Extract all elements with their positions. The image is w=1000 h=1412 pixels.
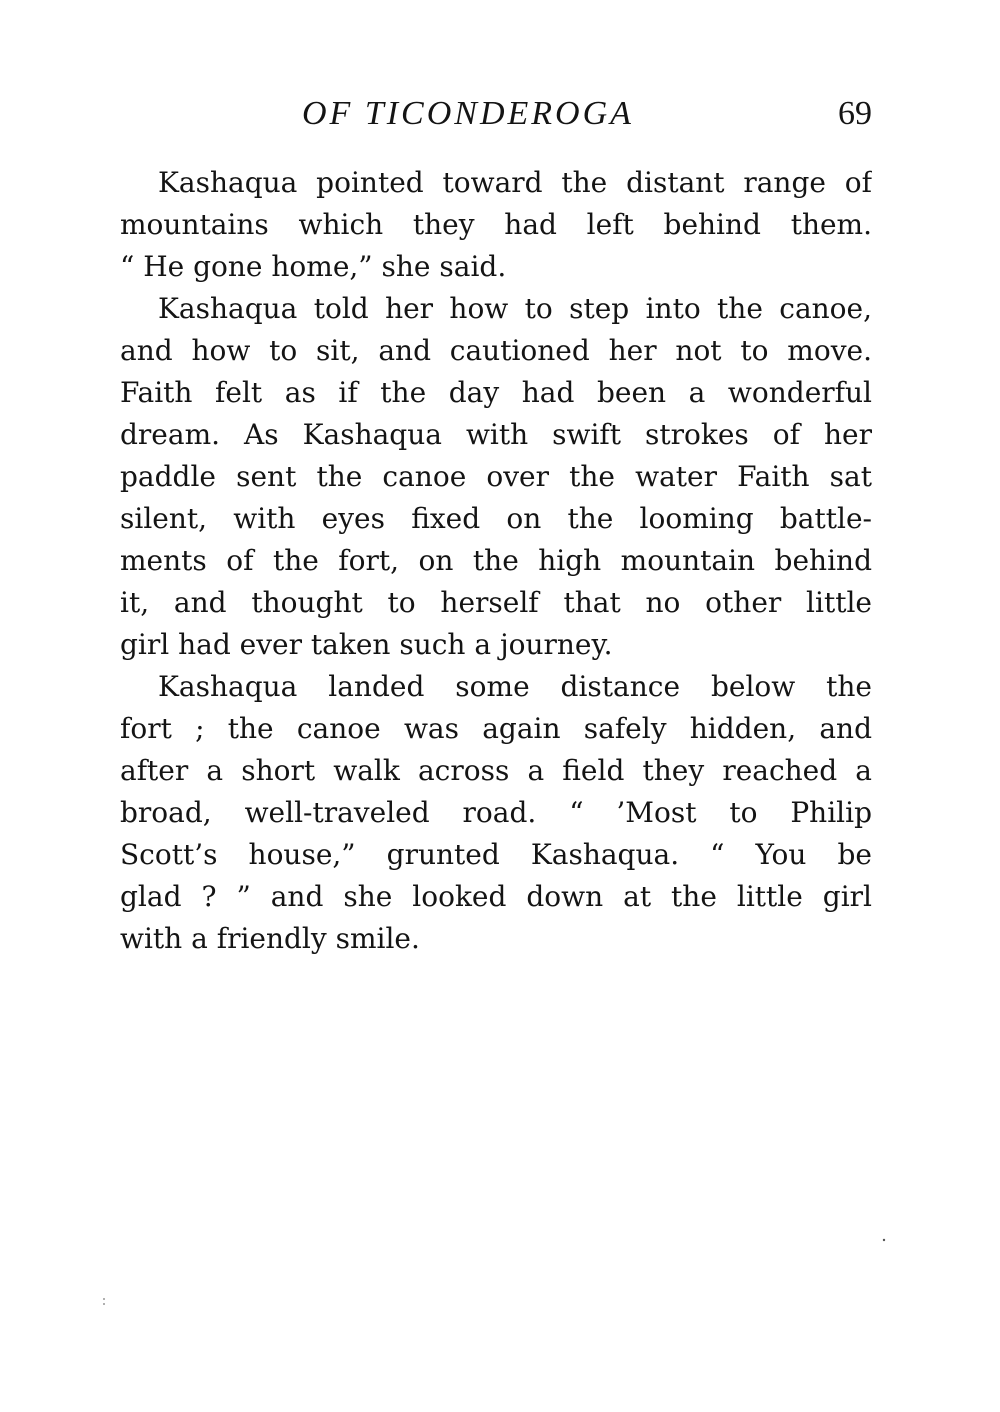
text-line: “ He gone home,” she said. <box>120 250 507 283</box>
speck-mark <box>103 1298 105 1300</box>
text-line: mountains which they had left behind them. <box>120 208 872 241</box>
running-title: OF TICONDEROGA <box>302 95 634 132</box>
text-line: fort ; the canoe was again safely hidden, and <box>120 712 872 745</box>
text-line: glad ? ” and she looked down at the little girl <box>120 880 872 913</box>
speck-mark <box>103 1303 105 1305</box>
body-text <box>120 162 872 960</box>
text-line: paddle sent the canoe over the water Faith sat <box>120 460 872 493</box>
text-line: ments of the fort, on the high mountain behind <box>120 544 872 577</box>
text-line: girl had ever taken such a journey. <box>120 628 613 661</box>
text-line: dream. As Kashaqua with swift strokes of her <box>120 418 872 451</box>
text-line: Kashaqua pointed toward the distant range of <box>158 166 872 199</box>
speck-mark <box>883 1239 885 1241</box>
text-line: Faith felt as if the day had been a wonderful <box>120 376 872 409</box>
text-line: after a short walk across a field they reached a <box>120 754 872 787</box>
running-head <box>120 94 872 134</box>
text-line: broad, well-traveled road. “ ’Most to Philip <box>120 796 872 829</box>
text-line: and how to sit, and cautioned her not to move. <box>120 334 872 367</box>
text-line: silent, with eyes fixed on the looming battle- <box>120 502 872 535</box>
text-line: Kashaqua told her how to step into the canoe, <box>158 292 872 325</box>
text-line: Scott’s house,” grunted Kashaqua. “ You be <box>120 838 872 871</box>
text-line: with a friendly smile. <box>120 922 420 955</box>
text-line: it, and thought to herself that no other little <box>120 586 872 619</box>
page-number: 69 <box>838 95 872 132</box>
text-line: Kashaqua landed some distance below the <box>158 670 872 703</box>
